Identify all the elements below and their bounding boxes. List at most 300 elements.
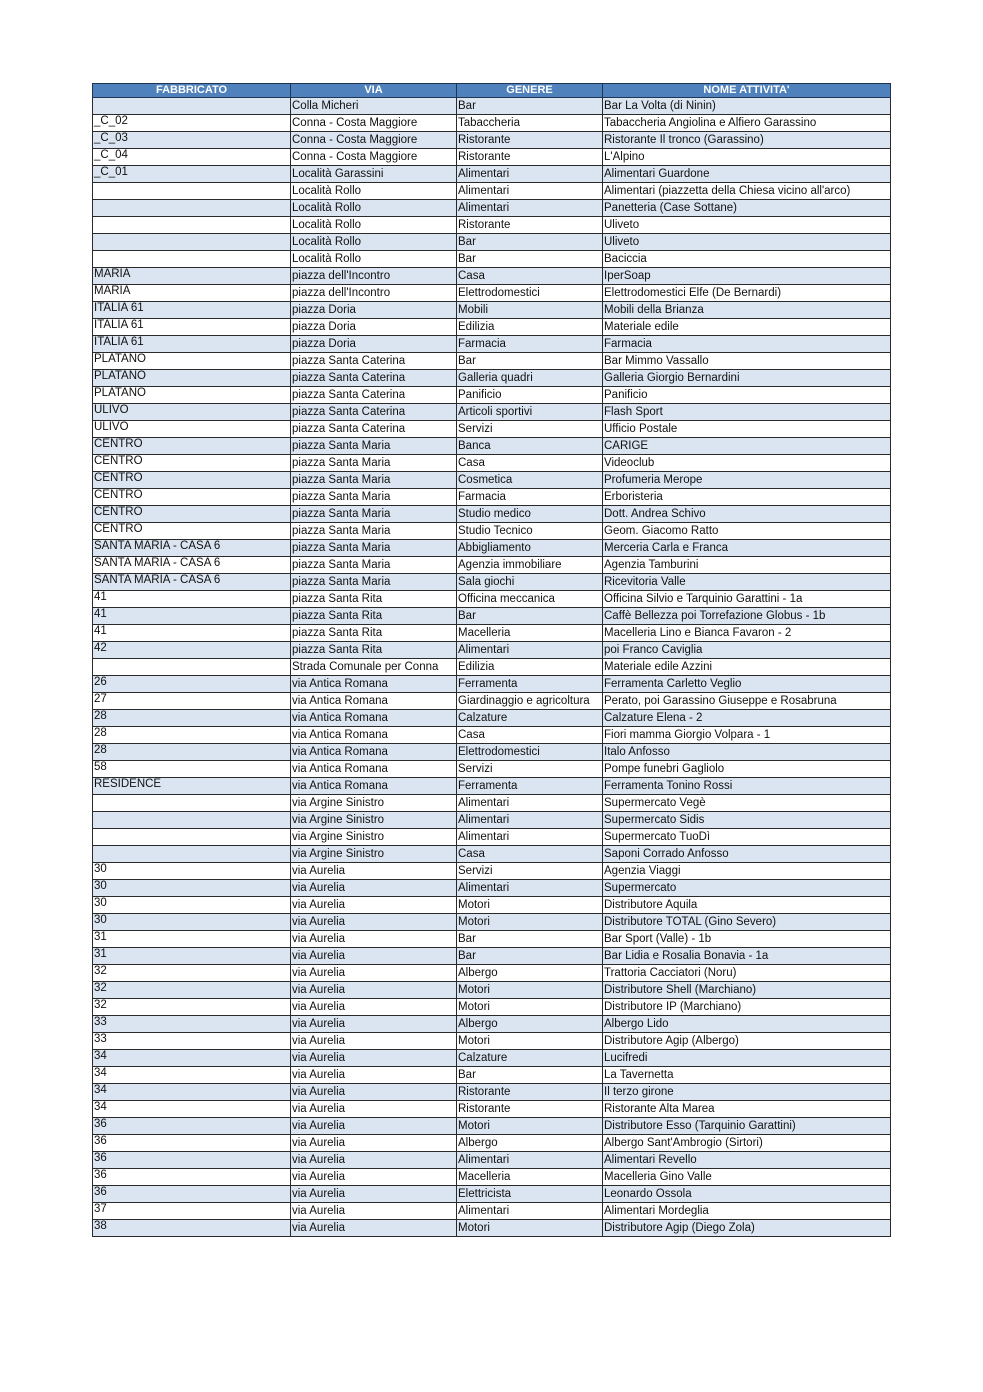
table-row: [93, 897, 891, 914]
table-row: [93, 438, 891, 455]
cell-nome-attivita: Ufficio Postale: [603, 421, 891, 438]
table-row: [93, 829, 891, 846]
cell-genere: Alimentari: [457, 166, 603, 183]
cell-genere: Albergo: [457, 1016, 603, 1033]
cell-via: via Aurelia: [291, 863, 457, 880]
cell-nome-attivita: Trattoria Cacciatori (Noru): [603, 965, 891, 982]
cell-fabbricato: 37: [93, 1203, 291, 1220]
cell-fabbricato: [93, 812, 291, 829]
table-row: [93, 744, 891, 761]
cell-via: piazza Santa Maria: [291, 489, 457, 506]
cell-nome-attivita: Perato, poi Garassino Giuseppe e Rosabruna: [603, 693, 891, 710]
cell-nome-attivita: Flash Sport: [603, 404, 891, 421]
cell-via: via Argine Sinistro: [291, 829, 457, 846]
cell-genere: Ristorante: [457, 1084, 603, 1101]
table-row: [93, 812, 891, 829]
cell-fabbricato: 36: [93, 1118, 291, 1135]
table-row: [93, 659, 891, 676]
cell-nome-attivita: Ristorante Alta Marea: [603, 1101, 891, 1118]
table-row: [93, 846, 891, 863]
header-via: VIA: [291, 84, 457, 98]
cell-nome-attivita: Agenzia Viaggi: [603, 863, 891, 880]
table-row: [93, 1152, 891, 1169]
cell-fabbricato: 31: [93, 931, 291, 948]
table-row: [93, 965, 891, 982]
cell-via: via Aurelia: [291, 1101, 457, 1118]
cell-via: piazza Santa Maria: [291, 455, 457, 472]
cell-via: via Antica Romana: [291, 676, 457, 693]
cell-fabbricato: MARIA: [93, 268, 291, 285]
table-row: [93, 676, 891, 693]
cell-genere: Bar: [457, 948, 603, 965]
table-row: [93, 132, 891, 149]
table-row: [93, 727, 891, 744]
cell-fabbricato: 32: [93, 965, 291, 982]
cell-fabbricato: CENTRO: [93, 523, 291, 540]
cell-via: via Aurelia: [291, 948, 457, 965]
cell-nome-attivita: Ristorante Il tronco (Garassino): [603, 132, 891, 149]
table-row: [93, 982, 891, 999]
cell-via: Località Rollo: [291, 217, 457, 234]
table-row: [93, 1101, 891, 1118]
cell-nome-attivita: Distributore IP (Marchiano): [603, 999, 891, 1016]
cell-via: via Aurelia: [291, 1220, 457, 1237]
cell-fabbricato: RESIDENCE: [93, 778, 291, 795]
cell-nome-attivita: Bar La Volta (di Ninin): [603, 98, 891, 115]
cell-nome-attivita: Albergo Sant'Ambrogio (Sirtori): [603, 1135, 891, 1152]
cell-fabbricato: ITALIA 61: [93, 336, 291, 353]
cell-nome-attivita: Officina Silvio e Tarquinio Garattini - 1a: [603, 591, 891, 608]
cell-fabbricato: 36: [93, 1169, 291, 1186]
cell-fabbricato: 26: [93, 676, 291, 693]
cell-genere: Elettrodomestici: [457, 744, 603, 761]
cell-genere: Elettrodomestici: [457, 285, 603, 302]
cell-genere: Studio Tecnico: [457, 523, 603, 540]
table-row: [93, 914, 891, 931]
cell-fabbricato: PLATANO: [93, 387, 291, 404]
cell-genere: Calzature: [457, 1050, 603, 1067]
cell-fabbricato: PLATANO: [93, 353, 291, 370]
cell-fabbricato: [93, 846, 291, 863]
header-fabbricato: FABBRICATO: [93, 84, 291, 98]
table-row: [93, 557, 891, 574]
cell-via: via Aurelia: [291, 1033, 457, 1050]
cell-genere: Edilizia: [457, 319, 603, 336]
cell-fabbricato: _C_04: [93, 149, 291, 166]
cell-fabbricato: 28: [93, 727, 291, 744]
cell-genere: Giardinaggio e agricoltura: [457, 693, 603, 710]
cell-via: via Aurelia: [291, 880, 457, 897]
cell-genere: Alimentari: [457, 642, 603, 659]
cell-genere: Servizi: [457, 863, 603, 880]
cell-fabbricato: ULIVO: [93, 404, 291, 421]
cell-via: Conna - Costa Maggiore: [291, 149, 457, 166]
cell-genere: Alimentari: [457, 1152, 603, 1169]
cell-fabbricato: 32: [93, 982, 291, 999]
cell-via: piazza Santa Caterina: [291, 370, 457, 387]
cell-genere: Calzature: [457, 710, 603, 727]
cell-fabbricato: 58: [93, 761, 291, 778]
table-row: [93, 931, 891, 948]
cell-via: via Argine Sinistro: [291, 812, 457, 829]
cell-genere: Motori: [457, 914, 603, 931]
cell-via: Conna - Costa Maggiore: [291, 115, 457, 132]
cell-genere: Motori: [457, 999, 603, 1016]
table-row: [93, 251, 891, 268]
cell-genere: Alimentari: [457, 795, 603, 812]
cell-via: piazza dell'Incontro: [291, 268, 457, 285]
cell-fabbricato: 31: [93, 948, 291, 965]
cell-fabbricato: _C_03: [93, 132, 291, 149]
table-row: [93, 404, 891, 421]
cell-nome-attivita: Baciccia: [603, 251, 891, 268]
cell-via: via Aurelia: [291, 1050, 457, 1067]
cell-nome-attivita: Bar Sport (Valle) - 1b: [603, 931, 891, 948]
cell-genere: Macelleria: [457, 625, 603, 642]
cell-fabbricato: ITALIA 61: [93, 319, 291, 336]
cell-nome-attivita: Panificio: [603, 387, 891, 404]
cell-fabbricato: 34: [93, 1101, 291, 1118]
cell-via: via Argine Sinistro: [291, 846, 457, 863]
cell-fabbricato: CENTRO: [93, 472, 291, 489]
cell-fabbricato: [93, 829, 291, 846]
cell-genere: Bar: [457, 608, 603, 625]
cell-nome-attivita: Macelleria Gino Valle: [603, 1169, 891, 1186]
cell-via: piazza Santa Maria: [291, 438, 457, 455]
cell-fabbricato: ULIVO: [93, 421, 291, 438]
table-row: [93, 625, 891, 642]
cell-via: piazza Santa Caterina: [291, 421, 457, 438]
cell-fabbricato: CENTRO: [93, 438, 291, 455]
cell-nome-attivita: Distributore Aquila: [603, 897, 891, 914]
cell-genere: Edilizia: [457, 659, 603, 676]
cell-fabbricato: [93, 217, 291, 234]
cell-nome-attivita: Macelleria Lino e Bianca Favaron - 2: [603, 625, 891, 642]
cell-genere: Albergo: [457, 965, 603, 982]
cell-fabbricato: 36: [93, 1152, 291, 1169]
cell-genere: Studio medico: [457, 506, 603, 523]
cell-fabbricato: SANTA MARIA - CASA 6: [93, 574, 291, 591]
cell-fabbricato: [93, 795, 291, 812]
table-row: [93, 523, 891, 540]
cell-fabbricato: 38: [93, 1220, 291, 1237]
cell-via: Località Rollo: [291, 234, 457, 251]
cell-genere: Tabaccheria: [457, 115, 603, 132]
cell-genere: Motori: [457, 1220, 603, 1237]
table-row: [93, 268, 891, 285]
table-row: [93, 591, 891, 608]
cell-genere: Motori: [457, 897, 603, 914]
table-row: [93, 302, 891, 319]
cell-nome-attivita: Ferramenta Carletto Veglio: [603, 676, 891, 693]
table-row: [93, 1118, 891, 1135]
cell-genere: Articoli sportivi: [457, 404, 603, 421]
cell-via: piazza Santa Maria: [291, 540, 457, 557]
cell-nome-attivita: Albergo Lido: [603, 1016, 891, 1033]
cell-fabbricato: 34: [93, 1084, 291, 1101]
table-row: [93, 489, 891, 506]
cell-nome-attivita: poi Franco Caviglia: [603, 642, 891, 659]
cell-via: via Aurelia: [291, 982, 457, 999]
cell-nome-attivita: CARIGE: [603, 438, 891, 455]
header-nome-attivita: NOME ATTIVITA': [603, 84, 891, 98]
cell-fabbricato: [93, 234, 291, 251]
cell-genere: Albergo: [457, 1135, 603, 1152]
cell-nome-attivita: Leonardo Ossola: [603, 1186, 891, 1203]
cell-genere: Ferramenta: [457, 778, 603, 795]
cell-nome-attivita: Mobili della Brianza: [603, 302, 891, 319]
cell-via: via Argine Sinistro: [291, 795, 457, 812]
cell-via: via Aurelia: [291, 897, 457, 914]
cell-nome-attivita: Videoclub: [603, 455, 891, 472]
table-row: [93, 863, 891, 880]
cell-genere: Sala giochi: [457, 574, 603, 591]
cell-nome-attivita: Panetteria (Case Sottane): [603, 200, 891, 217]
cell-genere: Alimentari: [457, 880, 603, 897]
cell-fabbricato: 33: [93, 1033, 291, 1050]
cell-genere: Motori: [457, 1033, 603, 1050]
cell-fabbricato: 30: [93, 880, 291, 897]
table-row: [93, 540, 891, 557]
cell-via: via Aurelia: [291, 965, 457, 982]
cell-fabbricato: 42: [93, 642, 291, 659]
table-row: [93, 1050, 891, 1067]
cell-via: via Aurelia: [291, 914, 457, 931]
cell-via: piazza Santa Maria: [291, 574, 457, 591]
table-row: [93, 149, 891, 166]
cell-fabbricato: [93, 659, 291, 676]
cell-nome-attivita: Ferramenta Tonino Rossi: [603, 778, 891, 795]
cell-via: via Antica Romana: [291, 727, 457, 744]
cell-via: Località Rollo: [291, 200, 457, 217]
cell-via: piazza Doria: [291, 302, 457, 319]
cell-nome-attivita: Italo Anfosso: [603, 744, 891, 761]
cell-fabbricato: 28: [93, 744, 291, 761]
table-row: [93, 693, 891, 710]
cell-nome-attivita: Materiale edile: [603, 319, 891, 336]
cell-genere: Agenzia immobiliare: [457, 557, 603, 574]
cell-fabbricato: 34: [93, 1067, 291, 1084]
table-row: [93, 1135, 891, 1152]
cell-genere: Elettricista: [457, 1186, 603, 1203]
cell-fabbricato: [93, 200, 291, 217]
cell-via: via Aurelia: [291, 1186, 457, 1203]
table-row: [93, 710, 891, 727]
cell-genere: Casa: [457, 846, 603, 863]
cell-nome-attivita: Bar Mimmo Vassallo: [603, 353, 891, 370]
cell-fabbricato: _C_02: [93, 115, 291, 132]
cell-genere: Motori: [457, 1118, 603, 1135]
cell-via: piazza Santa Rita: [291, 642, 457, 659]
cell-genere: Ristorante: [457, 1101, 603, 1118]
cell-nome-attivita: Erboristeria: [603, 489, 891, 506]
table-row: [93, 1203, 891, 1220]
cell-genere: Abbigliamento: [457, 540, 603, 557]
table-row: [93, 455, 891, 472]
cell-via: via Aurelia: [291, 1067, 457, 1084]
cell-nome-attivita: Distributore Agip (Diego Zola): [603, 1220, 891, 1237]
table-row: [93, 1169, 891, 1186]
cell-via: piazza Doria: [291, 319, 457, 336]
cell-via: piazza Santa Maria: [291, 506, 457, 523]
cell-nome-attivita: Agenzia Tamburini: [603, 557, 891, 574]
cell-nome-attivita: Alimentari Mordeglia: [603, 1203, 891, 1220]
table-row: [93, 795, 891, 812]
table-row: [93, 370, 891, 387]
cell-via: piazza Santa Caterina: [291, 404, 457, 421]
cell-genere: Macelleria: [457, 1169, 603, 1186]
cell-nome-attivita: Caffè Bellezza poi Torrefazione Globus - 1b: [603, 608, 891, 625]
cell-fabbricato: 28: [93, 710, 291, 727]
cell-fabbricato: CENTRO: [93, 506, 291, 523]
cell-fabbricato: 33: [93, 1016, 291, 1033]
cell-via: piazza Santa Maria: [291, 523, 457, 540]
table-row: [93, 642, 891, 659]
cell-genere: Bar: [457, 98, 603, 115]
cell-genere: Ristorante: [457, 132, 603, 149]
cell-fabbricato: 34: [93, 1050, 291, 1067]
cell-nome-attivita: Alimentari (piazzetta della Chiesa vicino all'arco): [603, 183, 891, 200]
cell-fabbricato: [93, 98, 291, 115]
cell-fabbricato: 36: [93, 1135, 291, 1152]
cell-nome-attivita: Bar Lidia e Rosalia Bonavia - 1a: [603, 948, 891, 965]
cell-fabbricato: 27: [93, 693, 291, 710]
cell-genere: Ristorante: [457, 217, 603, 234]
cell-genere: Ristorante: [457, 149, 603, 166]
cell-nome-attivita: Materiale edile Azzini: [603, 659, 891, 676]
table-row: [93, 574, 891, 591]
cell-fabbricato: CENTRO: [93, 489, 291, 506]
cell-genere: Farmacia: [457, 489, 603, 506]
cell-nome-attivita: Supermercato: [603, 880, 891, 897]
cell-genere: Casa: [457, 455, 603, 472]
cell-nome-attivita: Lucifredi: [603, 1050, 891, 1067]
cell-genere: Casa: [457, 268, 603, 285]
cell-fabbricato: _C_01: [93, 166, 291, 183]
cell-genere: Alimentari: [457, 1203, 603, 1220]
cell-fabbricato: ITALIA 61: [93, 302, 291, 319]
activities-table: [92, 83, 891, 1237]
cell-nome-attivita: Pompe funebri Gagliolo: [603, 761, 891, 778]
cell-genere: Alimentari: [457, 183, 603, 200]
table-row: [93, 1084, 891, 1101]
cell-nome-attivita: Supermercato Vegè: [603, 795, 891, 812]
cell-fabbricato: [93, 251, 291, 268]
cell-via: Località Rollo: [291, 183, 457, 200]
cell-fabbricato: PLATANO: [93, 370, 291, 387]
table-row: [93, 166, 891, 183]
cell-fabbricato: 36: [93, 1186, 291, 1203]
cell-nome-attivita: Tabaccheria Angiolina e Alfiero Garassino: [603, 115, 891, 132]
cell-via: Strada Comunale per Conna: [291, 659, 457, 676]
cell-via: via Aurelia: [291, 1084, 457, 1101]
header-row: [93, 84, 891, 98]
cell-genere: Bar: [457, 931, 603, 948]
cell-fabbricato: 30: [93, 914, 291, 931]
cell-nome-attivita: Il terzo girone: [603, 1084, 891, 1101]
cell-nome-attivita: Supermercato TuoDì: [603, 829, 891, 846]
cell-via: via Aurelia: [291, 1016, 457, 1033]
cell-via: piazza Santa Rita: [291, 608, 457, 625]
cell-genere: Casa: [457, 727, 603, 744]
table-row: [93, 608, 891, 625]
cell-fabbricato: CENTRO: [93, 455, 291, 472]
cell-genere: Alimentari: [457, 200, 603, 217]
table-row: [93, 1033, 891, 1050]
cell-via: via Aurelia: [291, 931, 457, 948]
cell-nome-attivita: L'Alpino: [603, 149, 891, 166]
cell-via: Conna - Costa Maggiore: [291, 132, 457, 149]
cell-nome-attivita: Distributore Shell (Marchiano): [603, 982, 891, 999]
cell-via: via Aurelia: [291, 1118, 457, 1135]
cell-genere: Bar: [457, 234, 603, 251]
table-body: [93, 98, 891, 1237]
cell-fabbricato: 30: [93, 863, 291, 880]
cell-nome-attivita: Uliveto: [603, 217, 891, 234]
cell-via: via Antica Romana: [291, 761, 457, 778]
cell-fabbricato: 41: [93, 591, 291, 608]
cell-genere: Servizi: [457, 421, 603, 438]
cell-via: via Aurelia: [291, 1135, 457, 1152]
table-row: [93, 336, 891, 353]
cell-via: piazza Santa Caterina: [291, 353, 457, 370]
table-row: [93, 319, 891, 336]
cell-via: piazza Doria: [291, 336, 457, 353]
cell-genere: Ferramenta: [457, 676, 603, 693]
cell-nome-attivita: Distributore Agip (Albergo): [603, 1033, 891, 1050]
cell-via: via Antica Romana: [291, 778, 457, 795]
table-row: [93, 1016, 891, 1033]
cell-nome-attivita: Calzature Elena - 2: [603, 710, 891, 727]
cell-nome-attivita: Ricevitoria Valle: [603, 574, 891, 591]
cell-via: piazza Santa Rita: [291, 591, 457, 608]
table-row: [93, 387, 891, 404]
cell-via: via Aurelia: [291, 1152, 457, 1169]
cell-via: via Antica Romana: [291, 744, 457, 761]
cell-nome-attivita: Alimentari Revello: [603, 1152, 891, 1169]
cell-genere: Alimentari: [457, 812, 603, 829]
cell-via: Località Garassini: [291, 166, 457, 183]
cell-nome-attivita: Farmacia: [603, 336, 891, 353]
cell-genere: Bar: [457, 1067, 603, 1084]
cell-nome-attivita: Elettrodomestici Elfe (De Bernardi): [603, 285, 891, 302]
cell-via: via Aurelia: [291, 1169, 457, 1186]
cell-via: Colla Micheri: [291, 98, 457, 115]
cell-genere: Mobili: [457, 302, 603, 319]
cell-fabbricato: MARIA: [93, 285, 291, 302]
cell-fabbricato: 30: [93, 897, 291, 914]
table-row: [93, 999, 891, 1016]
cell-genere: Officina meccanica: [457, 591, 603, 608]
cell-via: via Aurelia: [291, 999, 457, 1016]
cell-genere: Panificio: [457, 387, 603, 404]
cell-nome-attivita: Alimentari Guardone: [603, 166, 891, 183]
cell-via: via Antica Romana: [291, 693, 457, 710]
cell-genere: Bar: [457, 353, 603, 370]
cell-fabbricato: 32: [93, 999, 291, 1016]
cell-via: piazza Santa Maria: [291, 557, 457, 574]
cell-fabbricato: 41: [93, 608, 291, 625]
cell-via: via Aurelia: [291, 1203, 457, 1220]
cell-nome-attivita: Dott. Andrea Schivo: [603, 506, 891, 523]
table-row: [93, 778, 891, 795]
cell-nome-attivita: Galleria Giorgio Bernardini: [603, 370, 891, 387]
table-row: [93, 472, 891, 489]
cell-fabbricato: [93, 183, 291, 200]
cell-via: piazza Santa Caterina: [291, 387, 457, 404]
cell-nome-attivita: La Tavernetta: [603, 1067, 891, 1084]
table-row: [93, 880, 891, 897]
